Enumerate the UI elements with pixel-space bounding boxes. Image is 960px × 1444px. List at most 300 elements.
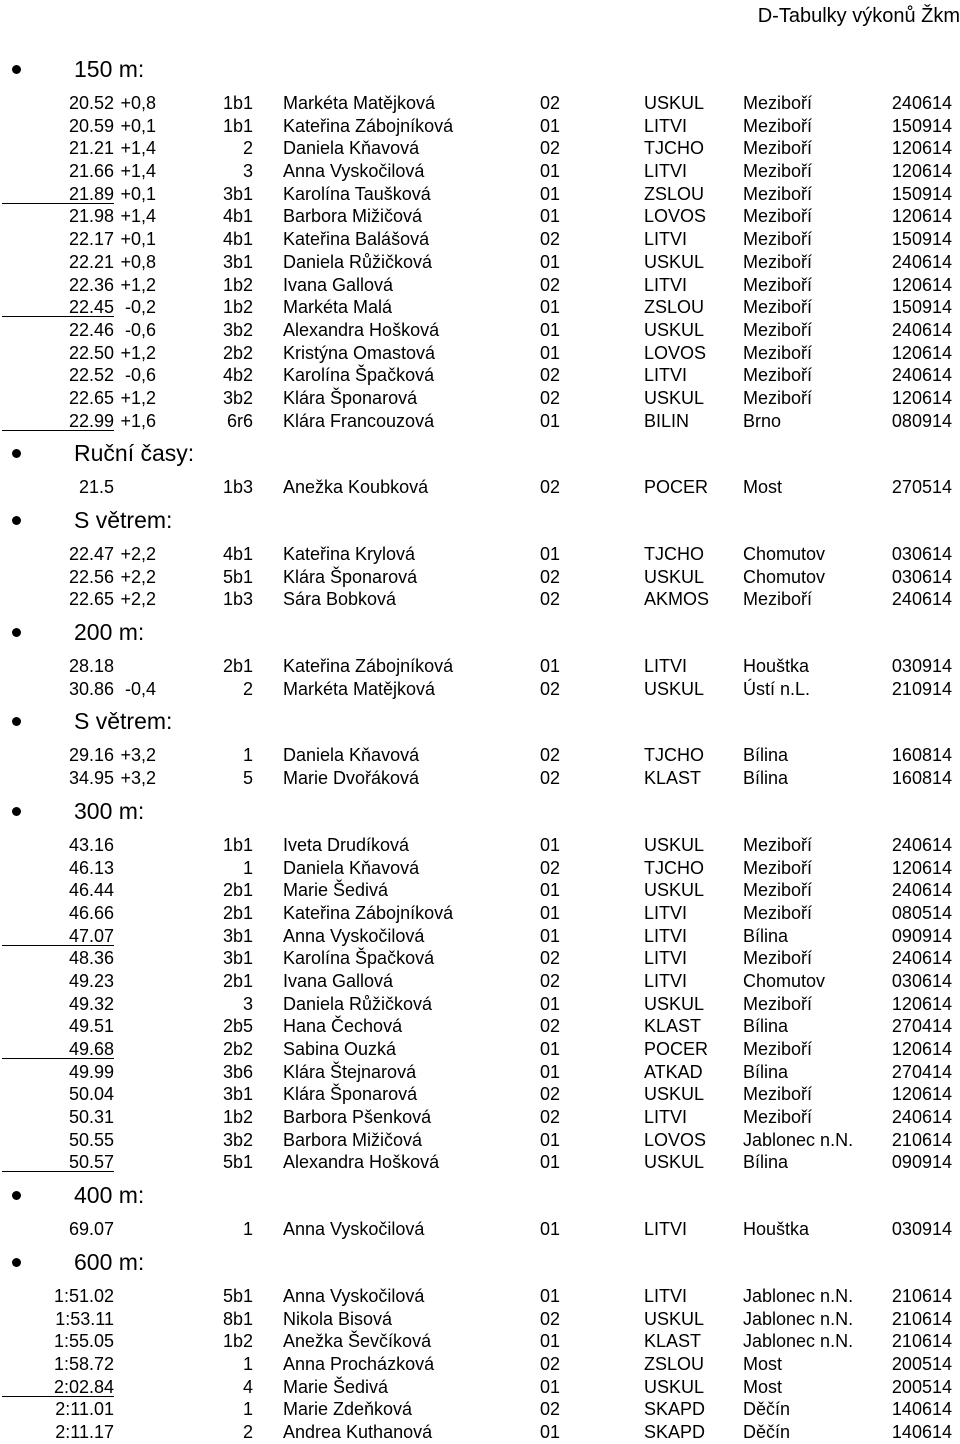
event-date: 150914 [891, 115, 952, 136]
club-code: LITVI [644, 1219, 688, 1240]
event-date: 030614 [891, 544, 952, 564]
birth-year: 01 [540, 1331, 561, 1352]
wind-cell: +1,2 [120, 274, 156, 295]
birth-year: 02 [540, 387, 561, 408]
bullet-icon [12, 628, 21, 637]
wind-cell: +1,2 [120, 387, 156, 408]
event-date: 120614 [891, 993, 952, 1014]
club-code: USKUL [644, 319, 705, 340]
result-row [0, 1083, 960, 1106]
venue: Meziboří [743, 948, 813, 969]
event-date: 030614 [891, 566, 952, 587]
athlete-name: Alexandra Hošková [283, 319, 440, 340]
wind-cell: +1,4 [120, 138, 156, 159]
heat-cell: 3b1 [222, 948, 253, 969]
time-cell: 50.55 [68, 1129, 114, 1150]
club-code: LITVI [644, 902, 688, 923]
club-code: ZSLOU [644, 1353, 705, 1374]
athlete-name: Anna Vyskočilová [283, 1219, 425, 1240]
heat-cell: 5b1 [222, 566, 253, 587]
event-date: 080514 [891, 902, 952, 923]
venue: Chomutov [743, 544, 826, 564]
heat-cell: 2b2 [222, 1039, 253, 1059]
wind-cell: +2,2 [120, 589, 156, 610]
event-date: 210614 [891, 1308, 952, 1329]
birth-year: 02 [540, 93, 561, 113]
time-cell: 49.68 [68, 1039, 114, 1059]
wind-cell: +0,1 [120, 115, 156, 136]
venue: Jablonec n.N. [743, 1308, 854, 1329]
birth-year: 02 [540, 138, 561, 159]
event-date: 120614 [891, 274, 952, 295]
time-cell: 28.18 [68, 656, 114, 677]
event-date: 210914 [891, 678, 952, 699]
birth-year: 02 [540, 1084, 561, 1105]
event-date: 080914 [891, 410, 952, 431]
club-code: LITVI [644, 1285, 688, 1306]
birth-year: 01 [540, 902, 561, 923]
results-section [0, 507, 960, 611]
event-date: 240614 [891, 93, 952, 113]
heat-cell: 4b2 [222, 365, 253, 386]
athlete-name: Klára Šponarová [283, 566, 418, 587]
event-date: 240614 [891, 251, 952, 272]
birth-year: 02 [540, 745, 561, 766]
result-row [0, 902, 960, 925]
results-section [0, 798, 960, 1174]
time-cell: 50.04 [68, 1084, 114, 1105]
athlete-name: Kateřina Balášová [283, 229, 430, 250]
event-date: 120614 [891, 1084, 952, 1105]
result-row [0, 319, 960, 342]
event-date: 240614 [891, 365, 952, 386]
results-section [0, 708, 960, 789]
venue: Meziboří [743, 387, 813, 408]
venue: Bílina [743, 1152, 789, 1173]
time-cell: 22.45 [68, 297, 114, 318]
section-heading [0, 507, 960, 543]
birth-year: 01 [540, 1376, 561, 1397]
result-row [0, 655, 960, 678]
birth-year: 01 [540, 880, 561, 901]
result-row [0, 1106, 960, 1129]
athlete-name: Markéta Malá [283, 297, 393, 318]
result-row [0, 1398, 960, 1421]
birth-year: 02 [540, 970, 561, 991]
venue: Most [743, 1376, 783, 1397]
section-title: S větrem: [74, 507, 173, 533]
result-row [0, 1285, 960, 1308]
venue: Meziboří [743, 1084, 813, 1105]
athlete-name: Daniela Růžičková [283, 993, 433, 1014]
section-title: 150 m: [74, 56, 145, 82]
time-cell: 21.66 [68, 161, 114, 182]
athlete-name: Daniela Kňavová [283, 857, 420, 878]
result-row [0, 1353, 960, 1376]
time-cell: 22.56 [68, 566, 114, 587]
athlete-name: Kateřina Zábojníková [283, 902, 454, 923]
athlete-name: Anna Procházková [283, 1353, 435, 1374]
birth-year: 02 [540, 274, 561, 295]
club-code: USKUL [644, 678, 705, 699]
heat-cell: 1 [242, 745, 253, 766]
heat-cell: 8b1 [222, 1308, 253, 1329]
bullet-icon [12, 449, 21, 458]
result-row [0, 1129, 960, 1152]
athlete-name: Marie Šedivá [283, 1376, 389, 1397]
time-cell: 1:51.02 [53, 1285, 114, 1306]
club-code: USKUL [644, 834, 705, 855]
event-date: 030614 [891, 970, 952, 991]
athlete-name: Klára Šponarová [283, 387, 418, 408]
athlete-name: Kateřina Krylová [283, 544, 416, 564]
birth-year: 01 [540, 925, 561, 946]
athlete-name: Hana Čechová [283, 1016, 403, 1037]
heat-cell: 2b2 [222, 342, 253, 363]
athlete-name: Sabina Ouzká [283, 1039, 397, 1059]
result-row [0, 543, 960, 566]
heat-cell: 6r6 [226, 410, 253, 431]
heat-cell: 4b1 [222, 229, 253, 250]
heat-cell: 3b2 [222, 1129, 253, 1150]
club-code: LITVI [644, 365, 688, 386]
birth-year: 01 [540, 342, 561, 363]
result-row [0, 566, 960, 589]
heat-cell: 1b1 [222, 93, 253, 113]
section-heading [0, 440, 960, 476]
wind-cell: -0,4 [124, 678, 156, 699]
birth-year: 01 [540, 183, 561, 204]
club-code: USKUL [644, 1084, 705, 1105]
club-code: LITVI [644, 161, 688, 182]
heat-cell: 2 [242, 678, 253, 699]
section-heading [0, 619, 960, 655]
event-date: 120614 [891, 342, 952, 363]
time-cell: 2:11.01 [55, 1399, 114, 1420]
heat-cell: 1b2 [222, 1107, 253, 1128]
venue: Meziboří [743, 115, 813, 136]
athlete-name: Daniela Kňavová [283, 745, 420, 766]
result-row [0, 857, 960, 880]
club-code: LITVI [644, 229, 688, 250]
time-cell: 21.5 [78, 477, 114, 498]
club-code: USKUL [644, 1308, 705, 1329]
heat-cell: 2b5 [222, 1016, 253, 1037]
venue: Bílina [743, 925, 789, 946]
athlete-name: Nikola Bisová [283, 1308, 393, 1329]
heat-cell: 1b3 [222, 589, 253, 610]
results-section [0, 1182, 960, 1241]
event-date: 240614 [891, 1107, 952, 1128]
wind-cell: +0,1 [120, 183, 156, 204]
birth-year: 01 [540, 1285, 561, 1306]
venue: Bílina [743, 1016, 789, 1037]
time-cell: 21.89 [68, 183, 114, 204]
wind-cell: +2,2 [120, 544, 156, 564]
athlete-name: Klára Šponarová [283, 1084, 418, 1105]
wind-cell: +3,2 [120, 745, 156, 766]
venue: Meziboří [743, 206, 813, 227]
bullet-icon [12, 65, 21, 74]
bullet-icon [12, 1191, 21, 1200]
results-section [0, 56, 960, 432]
result-row [0, 993, 960, 1016]
club-code: SKAPD [644, 1399, 706, 1420]
heat-cell: 1b1 [222, 115, 253, 136]
event-date: 240614 [891, 948, 952, 969]
wind-cell: +1,4 [120, 206, 156, 227]
venue: Most [743, 1353, 783, 1374]
birth-year: 01 [540, 410, 561, 431]
club-code: KLAST [644, 1016, 702, 1037]
result-row [0, 160, 960, 183]
result-row [0, 925, 960, 948]
birth-year: 01 [540, 115, 561, 136]
birth-year: 02 [540, 857, 561, 878]
heat-cell: 1b2 [222, 297, 253, 318]
birth-year: 01 [540, 206, 561, 227]
venue: Meziboří [743, 365, 813, 386]
birth-year: 02 [540, 768, 561, 789]
venue: Meziboří [743, 183, 813, 204]
heat-cell: 1b1 [222, 834, 253, 855]
result-row [0, 476, 960, 499]
venue: Jablonec n.N. [743, 1129, 854, 1150]
birth-year: 02 [540, 566, 561, 587]
result-row [0, 92, 960, 115]
birth-year: 02 [540, 1016, 561, 1037]
result-row [0, 767, 960, 790]
time-cell: 22.65 [68, 387, 114, 408]
section-heading [0, 1182, 960, 1218]
birth-year: 01 [540, 297, 561, 318]
club-code: LOVOS [644, 342, 707, 363]
venue: Meziboří [743, 902, 813, 923]
time-cell: 22.21 [68, 251, 114, 272]
heat-cell: 1 [242, 1399, 253, 1420]
club-code: KLAST [644, 768, 702, 789]
club-code: USKUL [644, 387, 705, 408]
athlete-name: Marie Šedivá [283, 880, 389, 901]
heat-cell: 1b3 [222, 477, 253, 498]
club-code: USKUL [644, 251, 705, 272]
heat-cell: 4b1 [222, 206, 253, 227]
birth-year: 01 [540, 1152, 561, 1173]
event-date: 160814 [891, 768, 952, 789]
venue: Meziboří [743, 834, 813, 855]
result-row [0, 879, 960, 902]
time-cell: 30.86 [68, 678, 114, 699]
event-date: 240614 [891, 834, 952, 855]
birth-year: 02 [540, 1399, 561, 1420]
athlete-name: Klára Francouzová [283, 410, 435, 431]
result-row [0, 1151, 960, 1174]
venue: Meziboří [743, 880, 813, 901]
venue: Meziboří [743, 1107, 813, 1128]
athlete-name: Anna Vyskočilová [283, 161, 425, 182]
time-cell: 49.51 [68, 1016, 114, 1037]
heat-cell: 4b1 [222, 544, 253, 564]
birth-year: 02 [540, 1308, 561, 1329]
result-row [0, 228, 960, 251]
result-row [0, 970, 960, 993]
event-date: 240614 [891, 880, 952, 901]
time-cell: 46.66 [68, 902, 114, 923]
athlete-name: Anežka Koubková [283, 477, 429, 498]
wind-cell: -0,6 [124, 319, 156, 340]
result-row [0, 588, 960, 611]
event-date: 210614 [891, 1331, 952, 1352]
time-cell: 20.59 [68, 115, 114, 136]
event-date: 150914 [891, 297, 952, 318]
club-code: LITVI [644, 656, 688, 677]
section-heading [0, 798, 960, 834]
heat-cell: 3 [242, 161, 253, 182]
birth-year: 01 [540, 656, 561, 677]
result-row [0, 410, 960, 433]
venue: Bílina [743, 745, 789, 766]
event-date: 160814 [891, 745, 952, 766]
club-code: TJCHO [644, 544, 704, 564]
result-row [0, 947, 960, 970]
time-cell: 22.99 [68, 410, 114, 431]
time-cell: 21.21 [68, 138, 114, 159]
heat-cell: 3b1 [222, 1084, 253, 1105]
heat-cell: 3b6 [222, 1061, 253, 1082]
athlete-name: Kristýna Omastová [283, 342, 436, 363]
time-cell: 49.23 [68, 970, 114, 991]
result-row [0, 1308, 960, 1331]
athlete-name: Daniela Kňavová [283, 138, 420, 159]
result-row [0, 1421, 960, 1444]
event-date: 270414 [891, 1061, 952, 1082]
heat-cell: 2b1 [222, 902, 253, 923]
time-cell: 2:02.84 [53, 1376, 114, 1397]
time-cell: 48.36 [68, 948, 114, 969]
event-date: 030914 [891, 656, 952, 677]
venue: Meziboří [743, 297, 813, 318]
birth-year: 01 [540, 1039, 561, 1059]
heat-cell: 5 [242, 768, 253, 789]
time-cell: 34.95 [68, 768, 114, 789]
heat-cell: 1 [242, 857, 253, 878]
result-row [0, 387, 960, 410]
athlete-name: Karolína Špačková [283, 948, 435, 969]
athlete-name: Andrea Kuthanová [283, 1421, 433, 1442]
birth-year: 02 [540, 589, 561, 610]
event-date: 200514 [891, 1353, 952, 1374]
result-row [0, 364, 960, 387]
birth-year: 01 [540, 993, 561, 1014]
athlete-name: Barbora Mižičová [283, 206, 423, 227]
time-cell: 1:53.11 [55, 1308, 114, 1329]
heat-cell: 1b2 [222, 274, 253, 295]
athlete-name: Barbora Mižičová [283, 1129, 423, 1150]
heat-cell: 2 [242, 138, 253, 159]
club-code: LITVI [644, 925, 688, 946]
wind-cell: +3,2 [120, 768, 156, 789]
athlete-name: Kateřina Zábojníková [283, 115, 454, 136]
club-code: USKUL [644, 993, 705, 1014]
event-date: 120614 [891, 206, 952, 227]
time-cell: 50.31 [68, 1107, 114, 1128]
athlete-name: Anežka Ševčíková [283, 1331, 432, 1352]
birth-year: 01 [540, 1219, 561, 1240]
venue: Meziboří [743, 1039, 813, 1059]
venue: Meziboří [743, 589, 813, 610]
club-code: USKUL [644, 93, 705, 113]
club-code: ZSLOU [644, 183, 705, 204]
section-heading [0, 708, 960, 744]
wind-cell: +0,8 [120, 251, 156, 272]
heat-cell: 5b1 [222, 1285, 253, 1306]
club-code: TJCHO [644, 138, 704, 159]
venue: Chomutov [743, 970, 826, 991]
heat-cell: 4 [242, 1376, 253, 1397]
time-cell: 22.52 [68, 365, 114, 386]
time-cell: 69.07 [68, 1219, 114, 1240]
results-list [0, 56, 960, 1444]
club-code: TJCHO [644, 857, 704, 878]
result-row [0, 251, 960, 274]
athlete-name: Kateřina Zábojníková [283, 656, 454, 677]
venue: Meziboří [743, 857, 813, 878]
wind-cell: -0,6 [124, 365, 156, 386]
event-date: 120614 [891, 1039, 952, 1059]
venue: Chomutov [743, 566, 826, 587]
wind-cell: -0,2 [124, 297, 156, 318]
heat-cell: 2b1 [222, 880, 253, 901]
venue: Jablonec n.N. [743, 1331, 854, 1352]
result-row [0, 137, 960, 160]
birth-year: 01 [540, 251, 561, 272]
athlete-name: Klára Štejnarová [283, 1061, 417, 1082]
club-code: KLAST [644, 1331, 702, 1352]
wind-cell: +1,2 [120, 342, 156, 363]
club-code: BILIN [644, 410, 690, 431]
result-row [0, 834, 960, 857]
athlete-name: Markéta Matějková [283, 93, 436, 113]
result-row [0, 1061, 960, 1084]
bullet-icon [12, 717, 21, 726]
athlete-name: Sára Bobková [283, 589, 397, 610]
event-date: 240614 [891, 319, 952, 340]
wind-cell: +1,6 [120, 410, 156, 431]
venue: Meziboří [743, 93, 813, 113]
time-cell: 22.50 [68, 342, 114, 363]
event-date: 210614 [891, 1285, 952, 1306]
event-date: 240614 [891, 589, 952, 610]
results-section [0, 440, 960, 499]
heat-cell: 1 [242, 1353, 253, 1374]
heat-cell: 3 [242, 993, 253, 1014]
club-code: LITVI [644, 115, 688, 136]
club-code: USKUL [644, 1152, 705, 1173]
birth-year: 01 [540, 1061, 561, 1082]
bullet-icon [12, 1258, 21, 1267]
section-title: 400 m: [74, 1182, 145, 1209]
wind-cell: +0,8 [120, 93, 156, 113]
time-cell: 22.36 [68, 274, 114, 295]
venue: Děčín [743, 1399, 791, 1420]
venue: Meziboří [743, 251, 813, 272]
venue: Meziboří [743, 161, 813, 182]
bullet-icon [12, 807, 21, 816]
wind-cell: +0,1 [120, 229, 156, 250]
time-cell: 49.99 [68, 1061, 114, 1082]
club-code: LOVOS [644, 206, 707, 227]
birth-year: 02 [540, 1353, 561, 1374]
